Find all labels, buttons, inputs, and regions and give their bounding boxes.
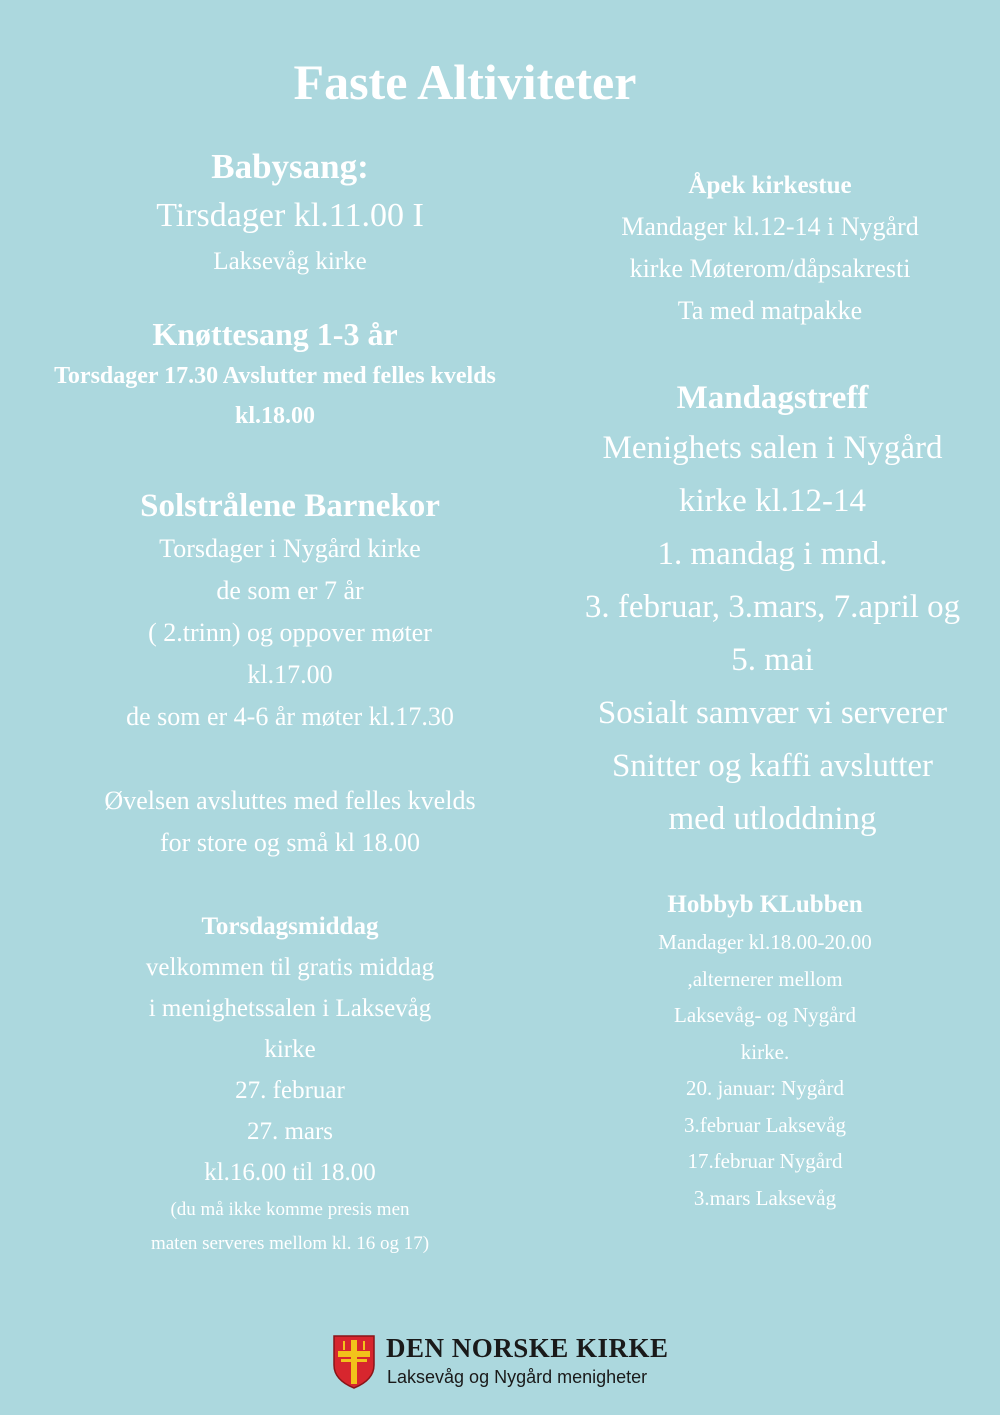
section-knottesang bbox=[0, 312, 550, 436]
text-line: de som er 7 år bbox=[216, 576, 364, 605]
section-heading: Babysang: bbox=[211, 147, 369, 186]
parish-name: Laksevåg og Nygård menigheter bbox=[387, 1367, 648, 1387]
section-apek-kirkestue bbox=[540, 166, 1000, 332]
text-line: 1. mandag i mnd. bbox=[657, 536, 888, 572]
section-babysang bbox=[60, 145, 520, 281]
text-line: Torsdager i Nygård kirke bbox=[159, 534, 421, 563]
text-line: kirke Møterom/dåpsakresti bbox=[629, 254, 911, 283]
text-line: velkommen til gratis middag bbox=[145, 954, 435, 981]
text-line: Øvelsen avsluttes med felles kvelds bbox=[104, 786, 476, 815]
text-line: 3. februar, 3.mars, 7.april og bbox=[584, 589, 961, 625]
cross-shield-icon bbox=[333, 1335, 375, 1389]
text-line: Torsdager 17.30 Avslutter med felles kvelds bbox=[54, 363, 496, 389]
text-line: 5. mai bbox=[731, 642, 814, 678]
text-line: Mandager kl.12-14 i Nygård bbox=[621, 212, 919, 241]
text-line: Mandager kl.18.00-20.00 bbox=[658, 930, 872, 954]
section-torsdagsmiddag bbox=[45, 907, 535, 1261]
note-line: (du må ikke komme presis men bbox=[170, 1199, 410, 1220]
text-line: Laksevåg kirke bbox=[213, 248, 367, 275]
section-hobbyklubben bbox=[535, 886, 995, 1216]
text-line: Laksevåg- og Nygård bbox=[674, 1003, 856, 1027]
section-heading: Torsdagsmiddag bbox=[201, 913, 379, 940]
section-heading: Mandagstreff bbox=[676, 380, 869, 416]
text-line: 27. mars bbox=[246, 1118, 334, 1145]
text-line: kirke kl.12-14 bbox=[679, 483, 866, 519]
section-mandagstreff bbox=[545, 374, 1000, 846]
section-solstralene bbox=[45, 484, 535, 864]
organization-name: DEN NORSKE KIRKE bbox=[386, 1333, 669, 1363]
text-line: 17.februar Nygård bbox=[687, 1149, 843, 1173]
text-line: kl.17.00 bbox=[247, 660, 333, 689]
text-line: Menighets salen i Nygård bbox=[602, 430, 943, 466]
text-line: 3.mars Laksevåg bbox=[693, 1185, 837, 1210]
text-line: kl.16.00 til 18.00 bbox=[204, 1159, 376, 1186]
text-line: ,alternerer mellom bbox=[687, 966, 843, 991]
text-line: 20. januar: Nygård bbox=[685, 1076, 845, 1100]
section-heading: Hobbyb KLubben bbox=[667, 891, 863, 918]
text-line: kl.18.00 bbox=[234, 403, 315, 429]
text-line: 27. februar bbox=[235, 1077, 345, 1104]
page-title: Faste Altiviteter bbox=[293, 54, 637, 110]
text-line: Sosialt samvær vi serverer bbox=[597, 695, 948, 731]
section-heading: Åpek kirkestue bbox=[688, 172, 852, 199]
church-logo bbox=[330, 1333, 670, 1393]
text-line: ( 2.trinn) og oppover møter bbox=[148, 618, 432, 647]
text-line: de som er 4-6 år møter kl.17.30 bbox=[126, 702, 454, 731]
section-heading: Knøttesang 1-3 år bbox=[152, 316, 398, 352]
section-heading: Solstrålene Barnekor bbox=[140, 488, 440, 524]
text-line: kirke. bbox=[740, 1039, 790, 1064]
text-line: for store og små kl 18.00 bbox=[160, 828, 420, 857]
text-line: med utloddning bbox=[668, 801, 877, 837]
text-line: Ta med matpakke bbox=[677, 296, 863, 325]
note-line: maten serveres mellom kl. 16 og 17) bbox=[150, 1233, 430, 1254]
text-line: i menighetssalen i Laksevåg bbox=[148, 995, 432, 1022]
text-line: Tirsdager kl.11.00 I bbox=[156, 197, 424, 234]
text-line: kirke bbox=[264, 1036, 316, 1063]
text-line: Snitter og kaffi avslutter bbox=[611, 748, 934, 784]
text-line: 3.februar Laksevåg bbox=[683, 1112, 847, 1137]
